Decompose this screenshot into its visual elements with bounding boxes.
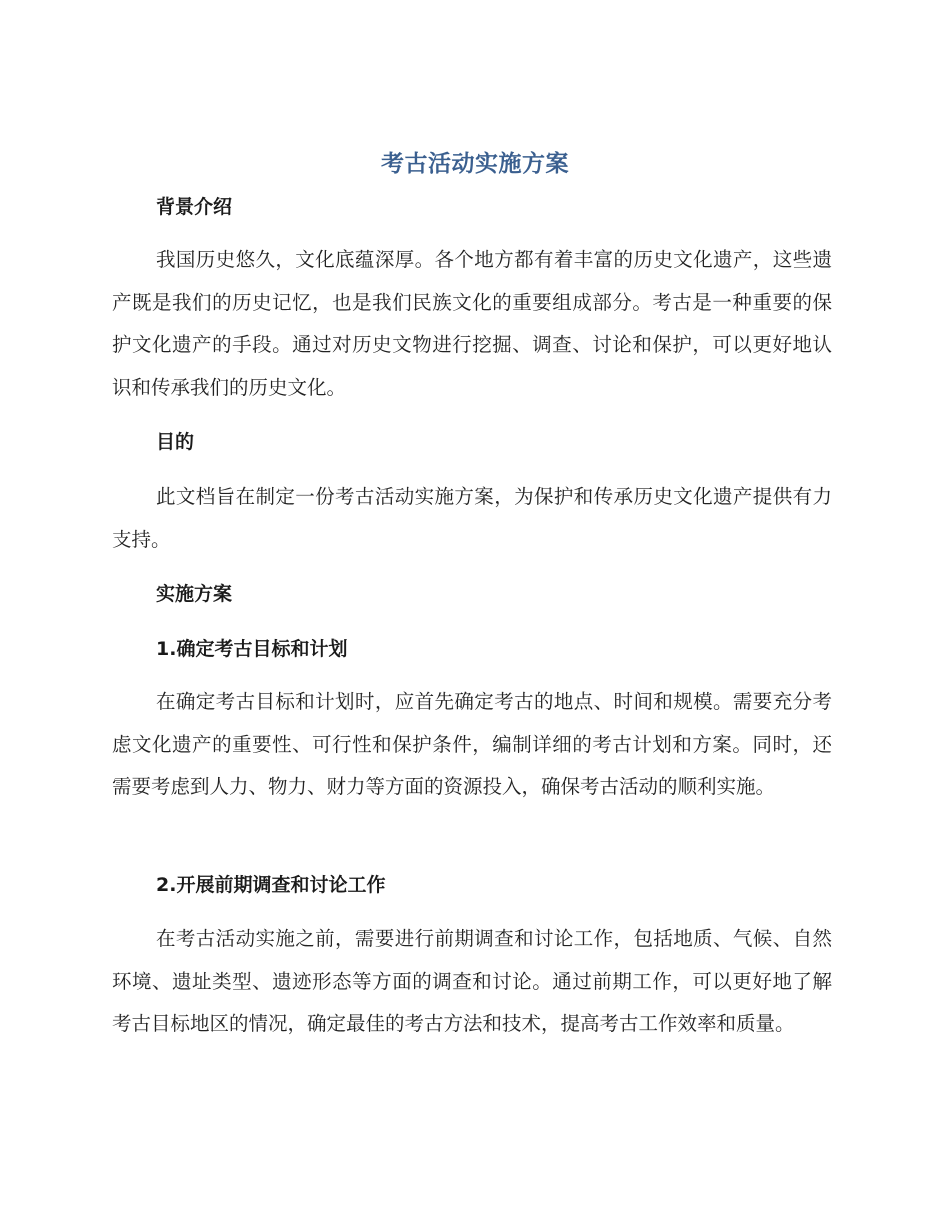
paragraph-plan-1: 在确定考古目标和计划时，应首先确定考古的地点、时间和规模。需要充分考虑文化遗产的重要性、可行性和保护条件，编制详细的考古计划和方案。同时，还需要考虑到人力、物力、财力等方面的资源投入，确保考古活动的顺利实施。 xyxy=(112,690,832,798)
paragraph-purpose: 此文档旨在制定一份考古活动实施方案，为保护和传承历史文化遗产提供有力支持。 xyxy=(112,485,832,551)
section-heading-purpose: 目的 xyxy=(156,431,195,453)
paragraph-background: 我国历史悠久，文化底蕴深厚。各个地方都有着丰富的历史文化遗产，这些遗产既是我们的历史记忆，也是我们民族文化的重要组成部分。考古是一种重要的保护文化遗产的手段。通过对历史文物进行挖掘、调查、讨论和保护，可以更好地认识和传承我们的历史文化。 xyxy=(112,248,832,399)
section-heading-background: 背景介绍 xyxy=(156,196,233,218)
paragraph-plan-2: 在考古活动实施之前，需要进行前期调查和讨论工作，包括地质、气候、自然环境、遗址类型、遗迹形态等方面的调查和讨论。通过前期工作，可以更好地了解考古目标地区的情况，确定最佳的考古方法和技术，提高考古工作效率和质量。 xyxy=(112,927,832,1035)
document-title: 考古活动实施方案 xyxy=(381,151,569,177)
section-heading-plan: 实施方案 xyxy=(156,583,233,605)
subsection-heading-2: 2.开展前期调查和讨论工作 xyxy=(156,874,386,896)
subsection-heading-1: 1.确定考古目标和计划 xyxy=(156,638,348,660)
